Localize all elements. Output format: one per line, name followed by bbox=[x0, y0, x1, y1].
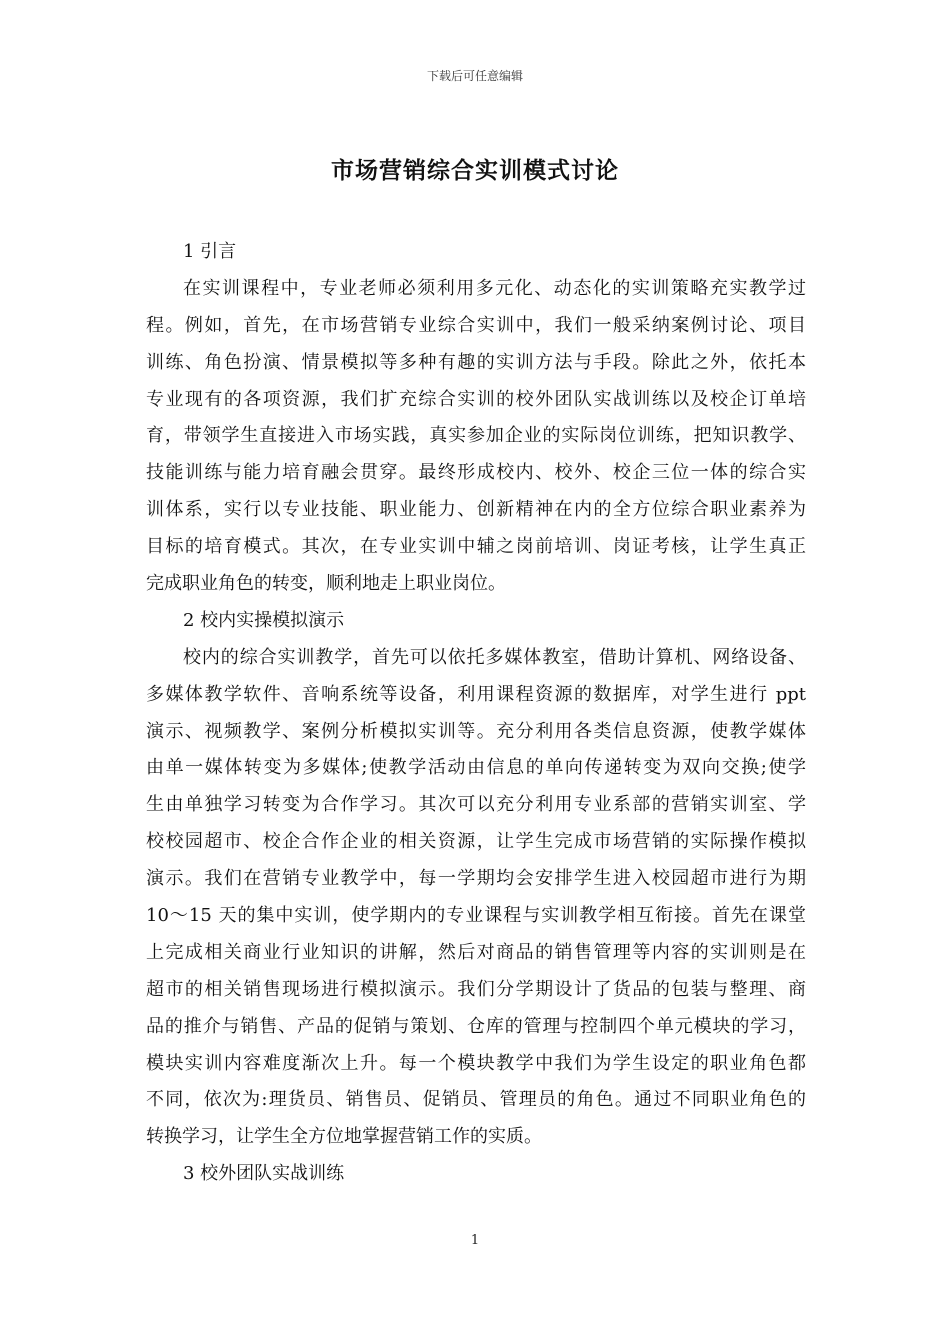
text-line: 生由单独学习转变为合作学习。其次可以充分利用专业系部的营销实训室、学 bbox=[146, 794, 806, 816]
text-line: 程。例如，首先，在市场营销专业综合实训中，我们一般采纳案例讨论、项目 bbox=[146, 314, 806, 336]
text-line: 训练、角色扮演、情景模拟等多种有趣的实训方法与手段。除此之外，依托本 bbox=[146, 351, 806, 373]
text-line: 品的推介与销售、产品的促销与策划、仓库的管理与控制四个单元模块的学习， bbox=[146, 1015, 806, 1037]
text-line: 演示、视频教学、案例分析模拟实训等。充分利用各类信息资源，使教学媒体 bbox=[146, 720, 806, 742]
text-line: 专业现有的各项资源，我们扩充综合实训的校外团队实战训练以及校企订单培 bbox=[146, 388, 806, 410]
text-line: 技能训练与能力培育融会贯穿。最终形成校内、校外、校企三位一体的综合实 bbox=[146, 462, 806, 484]
text-line: 演示。我们在营销专业教学中，每一学期均会安排学生进入校园超市进行为期 bbox=[146, 868, 806, 890]
text-line: 育，带领学生直接进入市场实践，真实参加企业的实际岗位训练，把知识教学、 bbox=[146, 425, 806, 447]
section-heading-offcampus-training: 3 校外团队实战训练 bbox=[183, 1163, 345, 1185]
text-line: 超市的相关销售现场进行模拟演示。我们分学期设计了货品的包装与整理、商 bbox=[146, 978, 806, 1000]
text-line: 在实训课程中，专业老师必须利用多元化、动态化的实训策略充实教学过 bbox=[183, 277, 806, 299]
text-line: 完成职业角色的转变，顺利地走上职业岗位。 bbox=[146, 573, 506, 595]
paragraph-intro bbox=[146, 271, 806, 603]
paragraph-campus-simulation bbox=[146, 640, 806, 1156]
text-line: 训体系，实行以专业技能、职业能力、创新精神在内的全方位综合职业素养为 bbox=[146, 499, 806, 521]
text-line: 模块实训内容难度渐次上升。每一个模块教学中我们为学生设定的职业角色都 bbox=[146, 1052, 806, 1074]
text-line: 多媒体教学软件、音响系统等设备，利用课程资源的数据库，对学生进行 ppt bbox=[146, 683, 806, 705]
text-line: 校校园超市、校企合作企业的相关资源，让学生完成市场营销的实际操作模拟 bbox=[146, 831, 806, 853]
document-title: 市场营销综合实训模式讨论 bbox=[331, 158, 619, 184]
text-line: 不同，依次为:理货员、销售员、促销员、管理员的角色。通过不同职业角色的 bbox=[146, 1089, 806, 1111]
text-line: 上完成相关商业行业知识的讲解，然后对商品的销售管理等内容的实训则是在 bbox=[146, 941, 806, 963]
document-body bbox=[146, 234, 806, 1193]
text-line: 10～15 天的集中实训，使学期内的专业课程与实训教学相互衔接。首先在课堂 bbox=[146, 905, 806, 927]
page-header: 下载后可任意编辑 bbox=[426, 69, 523, 83]
text-line: 目标的培育模式。其次，在专业实训中辅之岗前培训、岗证考核，让学生真正 bbox=[146, 536, 806, 558]
text-line: 校内的综合实训教学，首先可以依托多媒体教室，借助计算机、网络设备、 bbox=[183, 646, 806, 668]
text-line: 由单一媒体转变为多媒体;使教学活动由信息的单向传递转变为双向交换;使学 bbox=[146, 757, 806, 779]
page-number: 1 bbox=[470, 1233, 480, 1248]
section-heading-intro: 1 引言 bbox=[183, 241, 237, 262]
section-heading-campus-simulation: 2 校内实操模拟演示 bbox=[183, 609, 345, 631]
text-line: 转换学习，让学生全方位地掌握营销工作的实质。 bbox=[146, 1126, 542, 1148]
